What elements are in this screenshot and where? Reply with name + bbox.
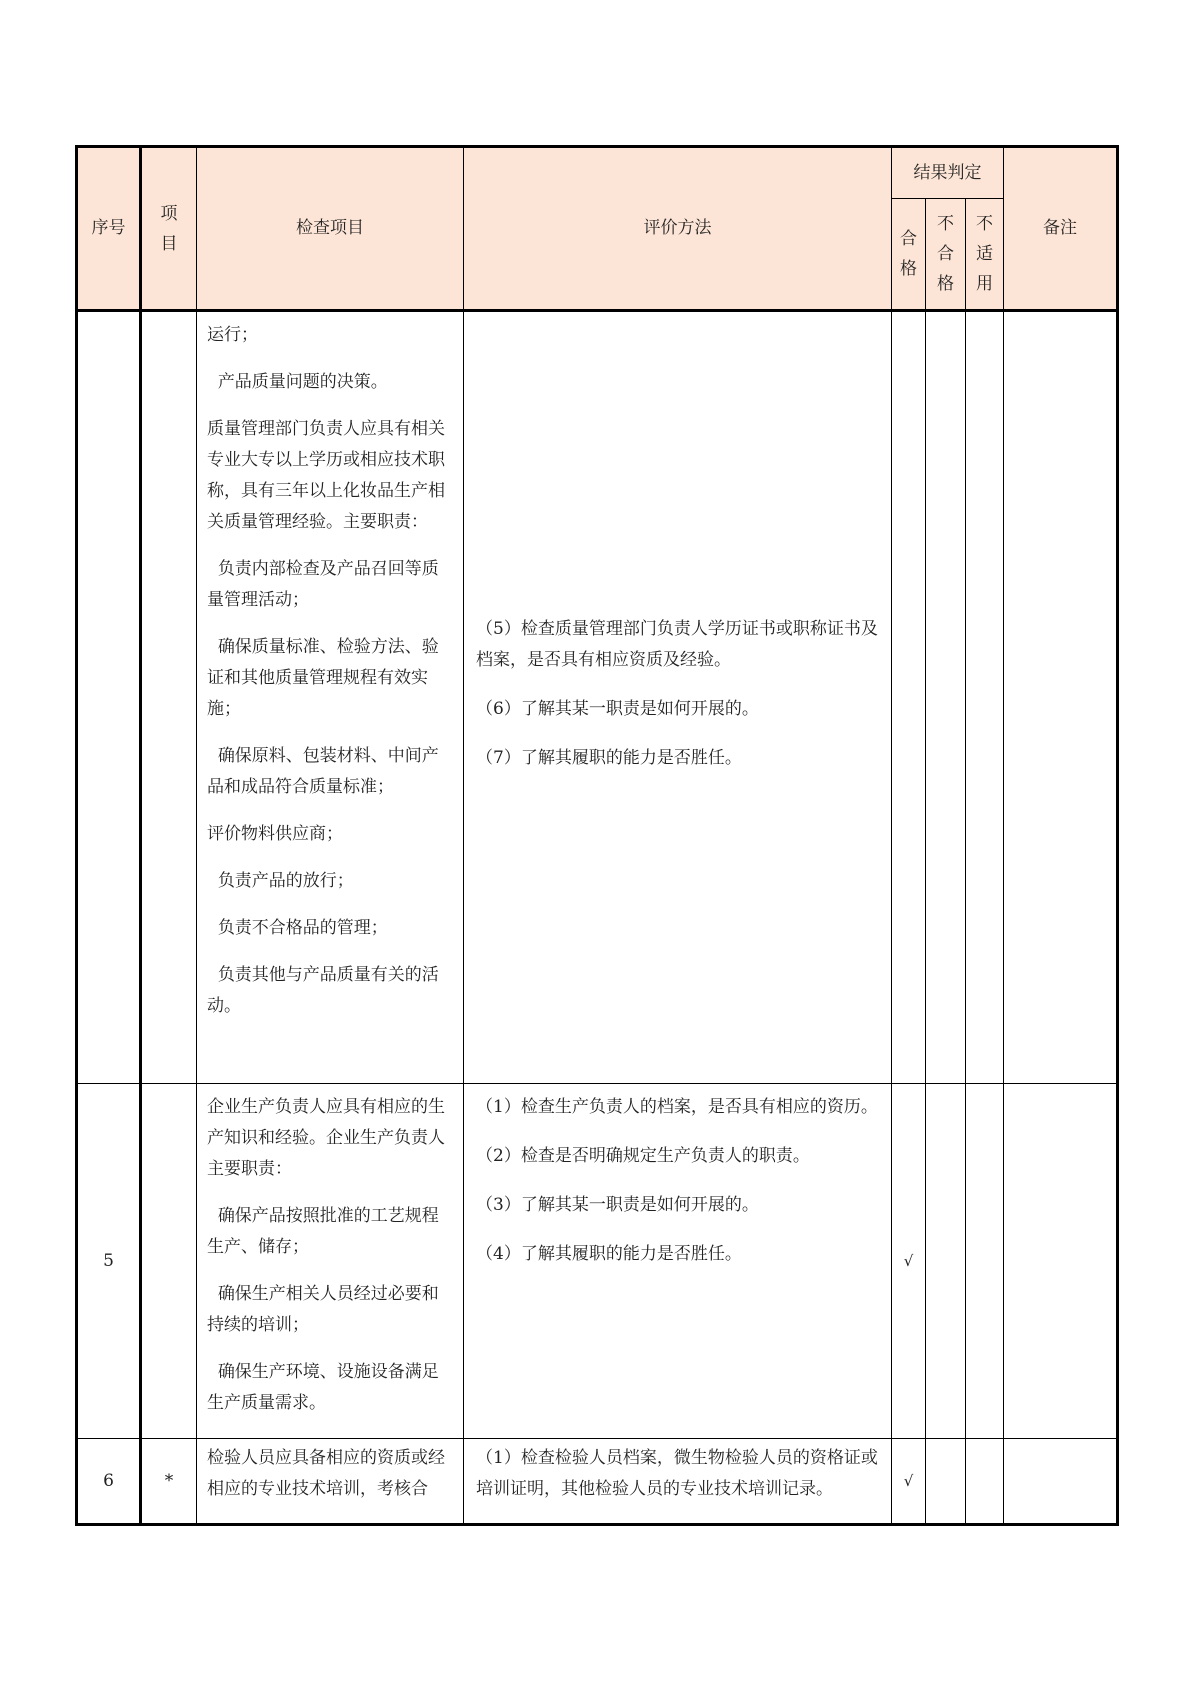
row-seq: 5 bbox=[77, 1084, 141, 1439]
table-row bbox=[77, 311, 1118, 1084]
paragraph: 负责产品的放行； bbox=[207, 871, 354, 891]
row-fail bbox=[926, 1084, 966, 1439]
paragraph: （5）检查质量管理部门负责人学历证书或职称证书及档案，是否具有相应资质及经验。 bbox=[476, 618, 878, 670]
paragraph: 企业生产负责人应具有相应的生产知识和经验。企业生产负责人主要职责： bbox=[207, 1097, 445, 1179]
row-method bbox=[464, 311, 892, 1084]
row-seq: 6 bbox=[77, 1439, 141, 1525]
paragraph: 检验人员应具备相应的资质或经相应的专业技术培训，考核合 bbox=[207, 1448, 445, 1499]
row-method bbox=[464, 1084, 892, 1439]
paragraph: （1）检查检验人员档案，微生物检验人员的资格证或培训证明，其他检验人员的专业技术培训记录。 bbox=[476, 1448, 878, 1499]
inspection-table bbox=[75, 145, 1119, 1526]
row-na bbox=[966, 311, 1004, 1084]
header-method: 评价方法 bbox=[464, 147, 892, 311]
row-fail bbox=[926, 311, 966, 1084]
table-header bbox=[77, 147, 1118, 311]
paragraph: 确保生产相关人员经过必要和持续的培训； bbox=[207, 1284, 439, 1335]
row-check-item bbox=[197, 1084, 464, 1439]
header-result: 结果判定 bbox=[892, 147, 1004, 199]
paragraph: 评价物料供应商； bbox=[207, 824, 343, 844]
paragraph: （4）了解其履职的能力是否胜任。 bbox=[476, 1244, 742, 1264]
row-check-item bbox=[197, 1439, 464, 1525]
row-check-item bbox=[197, 311, 464, 1084]
header-item-label: 项 目 bbox=[160, 203, 178, 254]
row-na bbox=[966, 1439, 1004, 1525]
row-pass bbox=[892, 311, 926, 1084]
row-na bbox=[966, 1084, 1004, 1439]
row-item-mark: * bbox=[141, 1439, 197, 1525]
header-fail: 不 合 格 bbox=[926, 199, 966, 311]
row-remark bbox=[1004, 1084, 1118, 1439]
row-seq bbox=[77, 311, 141, 1084]
paragraph: 负责内部检查及产品召回等质量管理活动； bbox=[207, 559, 439, 610]
header-pass: 合 格 bbox=[892, 199, 926, 311]
table-row bbox=[77, 1439, 1118, 1525]
paragraph: （3）了解其某一职责是如何开展的。 bbox=[476, 1195, 759, 1215]
paragraph: 负责其他与产品质量有关的活动。 bbox=[207, 965, 439, 1016]
table-body bbox=[77, 311, 1118, 1525]
paragraph: 质量管理部门负责人应具有相关专业大专以上学历或相应技术职称，具有三年以上化妆品生产相关质量管理经验。主要职责： bbox=[207, 419, 445, 532]
row-pass: √ bbox=[892, 1084, 926, 1439]
paragraph: 确保质量标准、检验方法、验证和其他质量管理规程有效实施； bbox=[207, 637, 439, 719]
paragraph: 产品质量问题的决策。 bbox=[207, 372, 388, 392]
paragraph: （1）检查生产负责人的档案，是否具有相应的资历。 bbox=[476, 1097, 878, 1117]
row-method bbox=[464, 1439, 892, 1525]
header-item bbox=[141, 147, 197, 311]
header-remark: 备注 bbox=[1004, 147, 1118, 311]
paragraph: 确保产品按照批准的工艺规程生产、储存； bbox=[207, 1206, 439, 1257]
paragraph: 运行； bbox=[207, 325, 258, 345]
paragraph: （2）检查是否明确规定生产负责人的职责。 bbox=[476, 1146, 810, 1166]
row-remark bbox=[1004, 311, 1118, 1084]
table-row bbox=[77, 1084, 1118, 1439]
header-na: 不 适 用 bbox=[966, 199, 1004, 311]
row-remark bbox=[1004, 1439, 1118, 1525]
row-item-mark bbox=[141, 311, 197, 1084]
paragraph: 确保原料、包装材料、中间产品和成品符合质量标准； bbox=[207, 746, 439, 797]
paragraph: （7）了解其履职的能力是否胜任。 bbox=[476, 747, 742, 768]
row-fail bbox=[926, 1439, 966, 1525]
header-seq: 序号 bbox=[77, 147, 141, 311]
header-check-item: 检查项目 bbox=[197, 147, 464, 311]
paragraph: 确保生产环境、设施设备满足生产质量需求。 bbox=[207, 1362, 439, 1413]
row-pass: √ bbox=[892, 1439, 926, 1525]
paragraph: 负责不合格品的管理； bbox=[207, 918, 388, 938]
paragraph: （6）了解其某一职责是如何开展的。 bbox=[476, 698, 759, 719]
row-item-mark bbox=[141, 1084, 197, 1439]
